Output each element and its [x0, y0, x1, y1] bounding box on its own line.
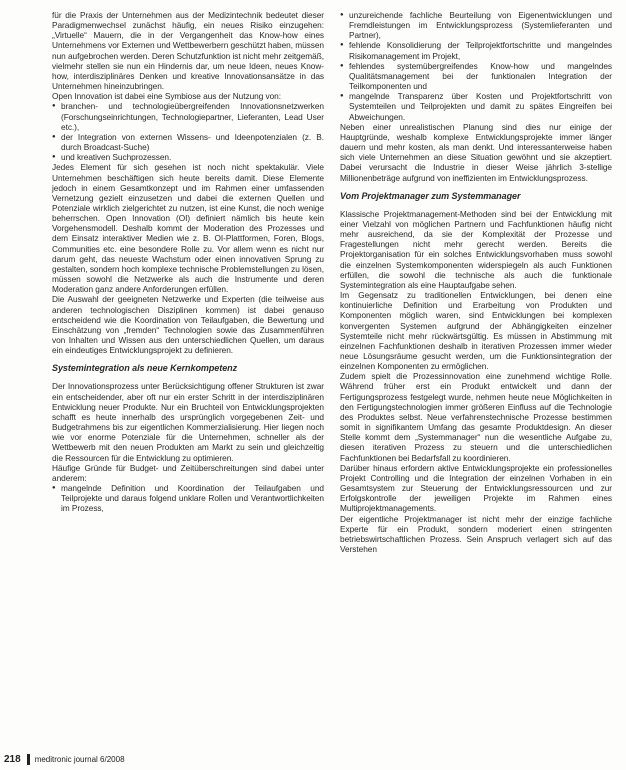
list-item: ● fehlende Konsolidierung der Teilprojektfortschritte und mangelndes Risikomanagement im Projekt, — [340, 40, 612, 60]
bullet-list — [52, 483, 324, 513]
bullet-list — [340, 10, 612, 122]
right-column — [340, 10, 612, 554]
paragraph: Häufige Gründe für Budget- und Zeitüberschreitungen sind dabei unter anderem: — [52, 462, 324, 483]
paragraph: Klassische Projektmanagement-Methoden sind bei der Entwicklung mit einer Vielzahl von möglichen Partnern und Fachfunktionen häufig nicht mehr ausreichend, da sie der Komplexität der Prozesse und Fragestellungen nicht mehr gerecht werden. Bereits die Projektorganisation für ein solches Entwicklungsvorhaben muss sowohl die einzelnen Systemkomponenten widerspiegeln als auch Funktionen erfüllen, die sowohl die technische als auch die funktionale Systemintegration als eine Hauptaufgabe sehen. — [340, 208, 612, 290]
paragraph: Neben einer unrealistischen Planung sind dies nur einige der Hauptgründe, weshalb komplexe Entwicklungsprojekte immer länger dauern und mehr kosten, als man denkt. Und interessanterweise haben sich viele Unternehmen an diese Situation gewöhnt und sie akzeptiert. Dabei verursacht die Industrie in dieser Weise jährlich 3-stellige Millionenbeträge aufgrund von ineffizienten im Entwicklungsprozess. — [340, 121, 612, 183]
paragraph: Die Auswahl der geeigneten Netzwerke und Experten (die teilweise aus anderen technologischen Disziplinen kommen) ist dabei genauso entscheidend wie die Koordination von Teilaufgaben, die Bewertung und Einschätzung von „fremden“ Technologien sowie das Zusammenführen von Inhalten und Wissen aus den unterschiedlichen Quellen, um daraus ein eindeutiges Entwicklungsprojekt zu definieren. — [52, 294, 324, 356]
page-footer — [4, 752, 125, 766]
list-item: ● der Integration von externen Wissens- und Ideenpotenzialen (z. B. durch Broadcast-Suche) — [52, 132, 324, 152]
paragraph: Zudem spielt die Prozessinnovation eine zunehmend wichtige Rolle. Während früher erst ein Produkt entwickelt und dann der Fertigungsprozess festgelegt wurde, nehmen heute neue Möglichkeiten in den Fertigungstechnologien immer größeren Einfluss auf die Technologie des Produktes selbst. Neue verfahrenstechnische Prozesse bestimmen somit in signifikantem Umfang das gesamte Produktdesign. An dieser Stelle kommt dem „Systemmanager“ nun die wesentliche Aufgabe zu, diesen iterativen Prozess zu steuern und die unterschiedlichen Fachfunktionen bei Bedarfsfall zu koordinieren. — [340, 371, 612, 463]
paragraph: Im Gegensatz zu traditionellen Entwicklungen, bei denen eine kontinuierliche Definition und Erarbeitung von Produkten und Komponenten möglich waren, sind Entwicklungen bei komplexen konvergenten Systemen aufgrund der Abhängigkeiten einzelner Systemteile nicht mehr rückwärtsgültig. Es müssen in Abstimmung mit einzelnen Fachfunktionen deshalb in iterativen Prozessen immer wieder neue Lösungsräume gesucht werden, um die Funktionsintegration der einzelnen Komponenten zu ermöglichen. — [340, 290, 612, 372]
paragraph: Open Innovation ist dabei eine Symbiose aus der Nutzung von: — [52, 91, 281, 102]
list-item: ● unzureichende fachliche Beurteilung von Eigenentwicklungen und Fremdleistungen im Entwicklungsprozess (Systemlieferanten und Partner), — [340, 10, 612, 40]
paragraph: Darüber hinaus erfordern aktive Entwicklungsprojekte ein professionelles Projekt Controlling und die Integration der einzelnen Vorhaben in ein Gesamtsystem zur Steuerung der Entwicklungsressourcen und zur Erfolgskontrolle der jeweiligen Projekte im Rahmen eines Multiprojektmanagements. — [340, 462, 612, 514]
list-item: ● mangelnde Transparenz über Kosten und Projektfortschritt von Systemteilen und Teilprojekten und damit zu spätes Eingreifen bei Abweichungen. — [340, 91, 612, 121]
paragraph: Der eigentliche Projektmanager ist nicht mehr der einzige fachliche Experte für ein Produkt, sondern moderiert einen stringenten betriebswirtschaftlichen Prozess. Sein Anspruch verlagert sich auf das Verstehen — [340, 513, 612, 554]
bullet-list — [52, 101, 324, 162]
paragraph: für die Praxis der Unternehmen aus der Medizintechnik bedeutet dieser Paradigmenwechsel zunächst häufig, ein neues Risiko einzugehen: „Virtuelle“ Mauern, die in der Vergangenheit das Know-how eines Unternehmens vor Externen und Wettbewerbern geschützt haben, müssen nun aufgebrochen werden. Deren Schutzfunktion ist nicht mehr zeitgemäß, vielmehr stellen sie nun ein Hindernis dar, um neue Ideen, neues Know-how, interdisziplinäres Denken und kreative Innovationsansätze in das Unternehmen hineinzubringen. — [52, 10, 324, 92]
list-item: ● branchen- und technologieübergreifenden Innovationsnetzwerken (Forschungseinrichtungen, Technologiepartner, Lieferanten, Lead User etc.), — [52, 101, 324, 131]
list-item: ● mangelnde Definition und Koordination der Teilaufgaben und Teilprojekte und daraus folgend unklare Rollen und Verantwortlichkeiten im Prozess, — [52, 483, 324, 513]
paragraph: Der Innovationsprozess unter Berücksichtigung offener Strukturen ist zwar ein entscheidender, aber oft nur ein erster Schritt in der interdisziplinären Entwicklung neuer Produkte. Nur ein Bruchteil von Entwicklungsprojekten schafft es heute innerhalb des ursprünglich vorgegebenen Zeit- und Budgetrahmens bis zur eigentlichen Kommerzialisierung. Hier liegen noch wie vor enorme Potenziale für die Unternehmen, schneller als der Wettbewerb mit den neuen Produkten am Markt zu sein und gleichzeitig die Ressourcen für die Entwicklung zu optimieren. — [52, 381, 324, 463]
page-number: 218 — [4, 753, 21, 765]
paragraph: Jedes Element für sich gesehen ist noch nicht spektakulär. Viele Unternehmen beschäftigen sich heute bereits damit. Diese Elemente jedoch in einem Gesamtkonzept und im Rahmen einer umfassenden Vernetzung gezielt einzusetzen und dabei die externen Quellen und Potenziale wirklich zielgerichtet zu nutzen, ist eine Kunst, die noch wenige beherrschen. Open Innovation (OI) definiert nämlich bis heute kein Vorgehensmodell. Deshalb kommt der Moderation des Prozesses und dem Einsatz interaktiver Medien wie z. B. OI-Plattformen, Foren, Blogs, Communities etc. eine besondere Rolle zu. Vor allem wenn es nicht nur darum geht, das neueste Wachstum oder einen innovativen Sprung zu gestalten, sondern hoch komplexe technische Problemstellungen zu lösen, müssen sowohl die Netzwerke als auch die Instrumente und deren Moderation ganz andere Anforderungen erfüllen. — [52, 162, 324, 295]
section-heading: Systemintegration als neue Kernkompetenz — [52, 363, 238, 374]
section-heading: Vom Projektmanager zum Systemmanager — [340, 190, 521, 201]
footer-divider — [27, 754, 30, 765]
list-item: ● fehlendes systemübergreifendes Know-how und mangelndes Qualitätsmanagement bei der funktionalen Integration der Teilkomponenten und — [340, 61, 612, 91]
left-column — [52, 10, 324, 514]
publication-name: meditronic journal 6/2008 — [34, 754, 125, 764]
list-item: ● und kreativen Suchprozessen. — [52, 152, 324, 162]
